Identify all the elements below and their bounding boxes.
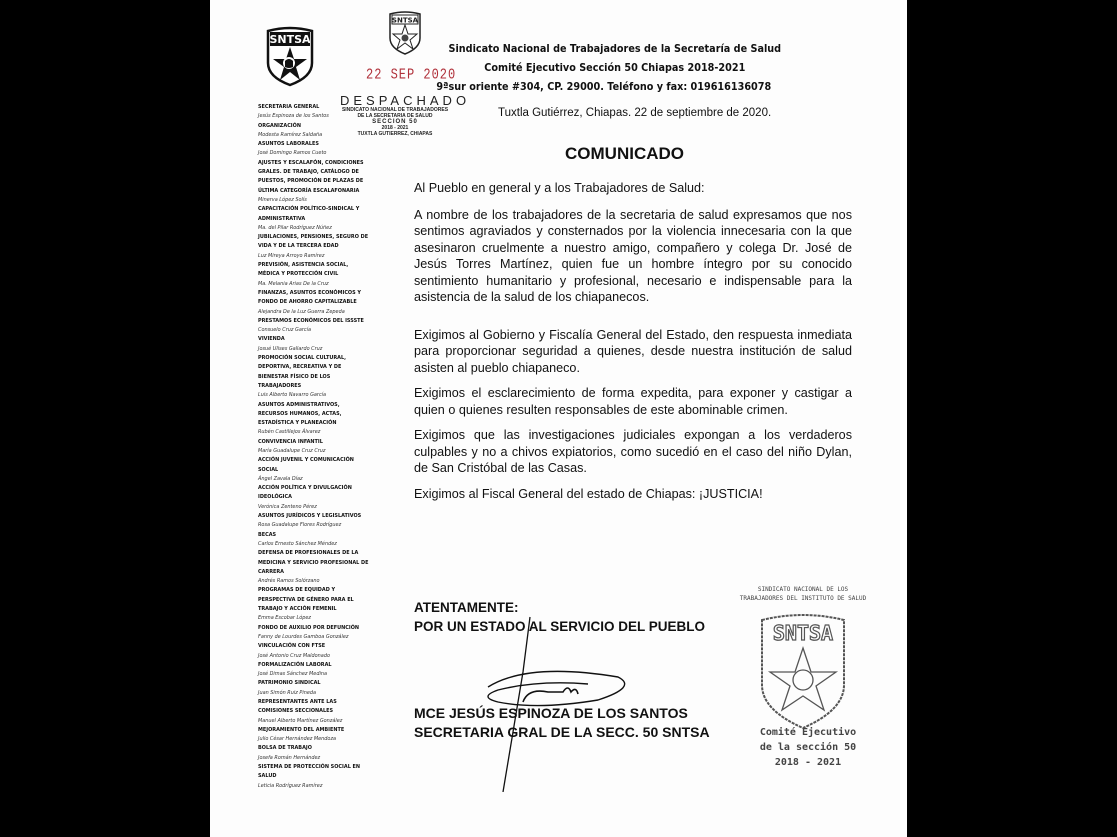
member-name: José Dimas Sánchez Medina bbox=[258, 671, 327, 678]
member-role: DEPORTIVA, RECREATIVA Y DE bbox=[258, 364, 342, 371]
svg-text:SNTSA: SNTSA bbox=[269, 33, 311, 46]
member-role: FONDO DE AHORRO CAPITALIZABLE bbox=[258, 299, 357, 306]
member-name: Juan Simón Ruiz Pineda bbox=[258, 689, 317, 696]
member-name: Julio César Hernández Mendoza bbox=[258, 736, 337, 743]
member-role: ACCIÓN POLÍTICA Y DIVULGACIÓN bbox=[258, 485, 352, 492]
member-role: BIENESTAR FÍSICO DE LOS bbox=[258, 373, 331, 380]
member-name: Leticia Rodríguez Ramírez bbox=[258, 782, 323, 789]
org-address: 9ªsur oriente #304, CP. 29000. Teléfono y fax: 019616136078 bbox=[436, 81, 772, 93]
member-role: FINANZAS, ASUNTOS ECONÓMICOS Y bbox=[258, 289, 361, 296]
member-name: Verónica Zenteno Pérez bbox=[258, 503, 317, 510]
member-name: Luis Alberto Navarro García bbox=[258, 392, 327, 399]
member-role: PROGRAMAS DE EQUIDAD Y bbox=[258, 587, 336, 594]
paragraph: Exigimos que las investigaciones judiciales expongan a los verdaderos culpables y no a chivos expiatorios, como sucedió en el caso del niño Dylan, de San Cristóbal de las Casas. bbox=[414, 428, 852, 475]
member-role: PATRIMONIO SINDICAL bbox=[258, 680, 321, 687]
member-name: Consuelo Cruz García bbox=[258, 327, 311, 334]
member-role: PROMOCIÓN SOCIAL CULTURAL, bbox=[258, 355, 346, 362]
member-name: Ángel Zavala Díaz bbox=[258, 475, 303, 482]
member-role: MEJORAMIENTO DEL AMBIENTE bbox=[258, 726, 345, 733]
svg-text:SNTSA: SNTSA bbox=[772, 621, 834, 645]
member-role: CARRERA bbox=[258, 568, 285, 575]
paragraph: Exigimos al Gobierno y Fiscalía General del Estado, den respuesta inmediata para proporcionar seguridad a quienes, desde nuestra institución de salud asisten al pueblo chiapaneco. bbox=[414, 327, 852, 375]
member-name: Rubén Castillejos Álvarez bbox=[258, 429, 321, 436]
member-role: PERSPECTIVA DE GÉNERO PARA EL bbox=[258, 596, 354, 603]
member-role: FORMALIZACIÓN LABORAL bbox=[258, 661, 332, 668]
member-role: JUBILACIONES, PENSIONES, SEGURO DE bbox=[258, 234, 369, 241]
member-name: María Guadalupe Cruz Cruz bbox=[258, 447, 326, 454]
member-role: ASUNTOS JURÍDICOS Y LEGISLATIVOS bbox=[258, 513, 362, 520]
member-name: Alejandra De la Luz Guerra Zepeda bbox=[258, 308, 345, 315]
paragraph: Exigimos el esclarecimiento de forma expedita, para exponer y castigar a quien o quienes resulten responsables de este abominable crimen. bbox=[414, 386, 852, 417]
closing-motto: POR UN ESTADO AL SERVICIO DEL PUEBLO bbox=[414, 619, 706, 634]
signer-title: SECRETARIA GRAL DE LA SECC. 50 SNTSA bbox=[414, 724, 710, 740]
member-name: José Antonio Cruz Maldonado bbox=[258, 652, 330, 659]
member-name: Ma. del Pilar Rodríguez Núñez bbox=[258, 224, 332, 231]
member-role: BOLSA DE TRABAJO bbox=[258, 745, 312, 752]
org-name: Sindicato Nacional de Trabajadores de la Secretaría de Salud bbox=[448, 43, 782, 55]
member-role: CONVIVENCIA INFANTIL bbox=[258, 438, 323, 445]
member-role: ACCIÓN JUVENIL Y COMUNICACIÓN bbox=[258, 457, 354, 464]
svg-text:SNTSA: SNTSA bbox=[391, 16, 419, 25]
document-title: COMUNICADO bbox=[565, 144, 684, 163]
signer-name: MCE JESÚS ESPINOZA DE LOS SANTOS bbox=[414, 705, 688, 721]
member-role: ESTADÍSTICA Y PLANEACIÓN bbox=[258, 420, 337, 427]
committee-name: Comité Ejecutivo Sección 50 Chiapas 2018-2021 bbox=[484, 62, 746, 74]
place-date: Tuxtla Gutiérrez, Chiapas. 22 de septiembre de 2020. bbox=[498, 107, 772, 119]
member-name: Andrés Ramos Solórzano bbox=[258, 578, 320, 585]
member-role: CAPACITACIÓN POLÍTICO-SINDICAL Y bbox=[258, 206, 360, 213]
member-role: PREVISIÓN, ASISTENCIA SOCIAL, bbox=[258, 262, 349, 269]
member-name: Rosa Guadalupe Flores Rodríguez bbox=[258, 522, 342, 529]
member-role: SISTEMA DE PROTECCIÓN SOCIAL EN bbox=[258, 764, 361, 771]
member-role: IDEOLÓGICA bbox=[258, 494, 292, 501]
member-name: Minerva López Solís bbox=[258, 196, 307, 203]
member-role: AJUSTES Y ESCALAFÓN, CONDICIONES bbox=[258, 159, 364, 166]
member-name: Josefa Román Hernández bbox=[258, 754, 321, 761]
seal-logo-icon bbox=[758, 610, 848, 730]
member-role: MÉDICA Y PROTECCIÓN CIVIL bbox=[258, 271, 339, 278]
member-role: RECURSOS HUMANOS, ACTAS, bbox=[258, 410, 342, 417]
stamp-status: DESPACHADO bbox=[340, 93, 471, 108]
member-role: ORGANIZACIÓN bbox=[258, 122, 301, 129]
member-role: ÚLTIMA CATEGORÍA ESCALAFONARIA bbox=[258, 187, 360, 194]
salutation: Al Pueblo en general y a los Trabajadores de Salud: bbox=[414, 181, 705, 195]
member-role: VIDA Y DE LA TERCERA EDAD bbox=[258, 243, 339, 250]
member-role: COMISIONES SECCIONALES bbox=[258, 708, 334, 715]
member-name: Carlos Ernesto Sánchez Méndez bbox=[258, 540, 337, 547]
sntsa-logo-icon bbox=[265, 25, 315, 87]
member-role: TRABAJO Y ACCIÓN FEMENIL bbox=[258, 606, 337, 613]
paragraph: Exigimos al Fiscal General del estado de Chiapas: ¡JUSTICIA! bbox=[414, 486, 763, 501]
member-name: Ma. Melania Arias De la Cruz bbox=[258, 280, 329, 287]
member-name: Jesús Espinoza de los Santos bbox=[258, 113, 329, 120]
member-name: José Domingo Ramos Cueto bbox=[258, 150, 327, 157]
received-date-stamp: 22 SEP 2020 bbox=[366, 66, 457, 84]
member-role: SOCIAL bbox=[258, 466, 279, 473]
document-body bbox=[414, 180, 852, 511]
member-role: BECAS bbox=[258, 531, 277, 538]
member-role: REPRESENTANTES ANTE LAS bbox=[258, 699, 337, 705]
despachado-stamp: DESPACHADO SINDICATO NACIONAL DE TRABAJADORES DE LA SECRETARIA DE SALUD SECCION 50 2018 - 2021 TUXTLA GUTIERREZ, CHIAPAS bbox=[340, 93, 471, 137]
member-role: VIVIENDA bbox=[258, 336, 285, 343]
member-role: ADMINISTRATIVA bbox=[258, 215, 306, 222]
letterhead bbox=[436, 40, 790, 97]
member-name: Modesta Ramírez Saldaña bbox=[258, 131, 323, 138]
member-role: ASUNTOS ADMINISTRATIVOS, bbox=[258, 401, 340, 408]
member-role: VINCULACIÓN CON FTSE bbox=[258, 643, 326, 650]
member-role: SALUD bbox=[258, 773, 277, 780]
member-name: Fanny de Lourdes Gamboa González bbox=[258, 633, 349, 640]
member-role: GRALES. DE TRABAJO, CATÁLOGO DE bbox=[258, 169, 359, 176]
paragraph: A nombre de los trabajadores de la secretaria de salud expresamos que nos sentimos agraviados y consternados por la violencia innecesaria con la que asesinaron cruelmente a nuestro amigo, compañero y colega Dr. José de Jesús Torres Martínez, quien fue un hombre íntegro por su conocido sentimiento humanitario y profesional, necesario e indispensable para la asistencia de la salud de los chiapanecos. bbox=[414, 207, 852, 304]
committee-seal: SINDICATO NACIONAL DE LOS TRABAJADORES DEL INSTITUTO DE SALUD SNTSA Comité Ejecutivo de la sección 50 2018 - 2021 bbox=[739, 586, 867, 768]
member-role: SECRETARIA GENERAL bbox=[258, 104, 320, 110]
member-name: Luz Mireya Arroyo Ramírez bbox=[258, 252, 325, 259]
document-page bbox=[210, 0, 907, 837]
member-name: Manuel Alberto Martínez González bbox=[258, 717, 343, 724]
sntsa-small-logo-icon bbox=[388, 10, 422, 56]
signature-icon bbox=[468, 592, 638, 792]
member-role: PRESTAMOS ECONÓMICOS DEL ISSSTE bbox=[258, 317, 364, 324]
member-name: Emma Escobar López bbox=[258, 615, 311, 622]
member-role: DEFENSA DE PROFESIONALES DE LA bbox=[258, 550, 359, 557]
committee-member-list bbox=[258, 103, 393, 791]
member-role: PUESTOS, PROMOCIÓN DE PLAZAS DE bbox=[258, 178, 364, 185]
member-role: TRABAJADORES bbox=[258, 382, 302, 389]
closing-salutation: ATENTAMENTE: bbox=[414, 600, 519, 615]
member-role: MEDICINA Y SERVICIO PROFESIONAL DE bbox=[258, 559, 369, 566]
member-role: ASUNTOS LABORALES bbox=[258, 141, 319, 148]
member-name: Josué Ulises Gallardo Cruz bbox=[258, 345, 323, 352]
member-role: FONDO DE AUXILIO POR DEFUNCIÓN bbox=[258, 624, 360, 631]
